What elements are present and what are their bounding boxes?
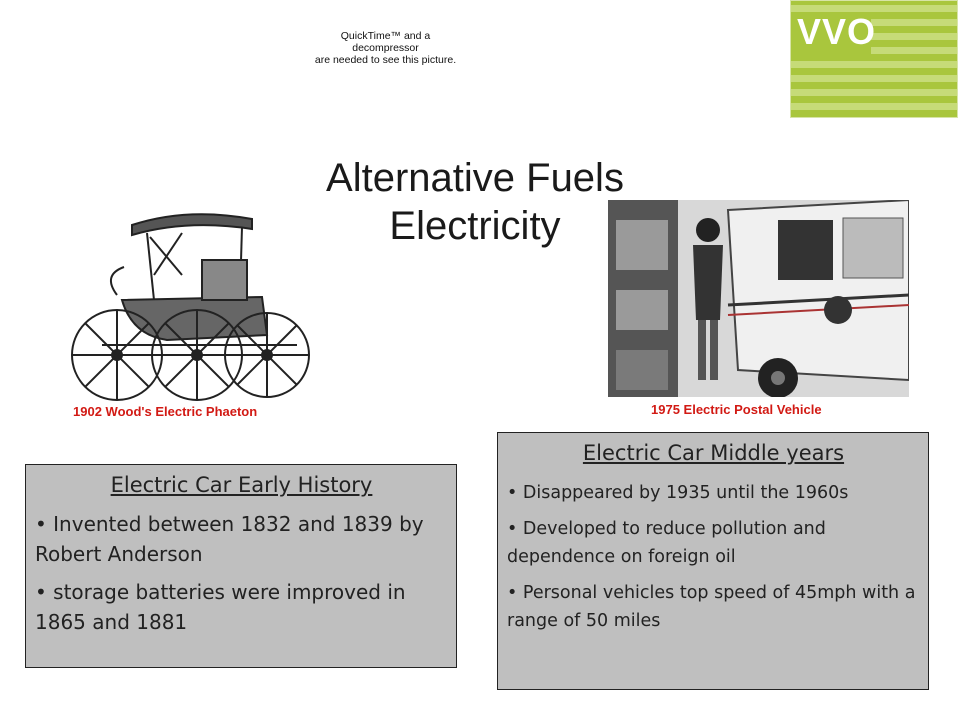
early-history-bullet: • Invented between 1832 and 1839 by Robert Anderson bbox=[35, 512, 424, 566]
middle-years-bullet: • Personal vehicles top speed of 45mph with a range of 50 miles bbox=[507, 583, 916, 631]
vvo-logo bbox=[790, 0, 958, 118]
middle-years-heading: Electric Car Middle years bbox=[582, 441, 845, 465]
middle-years-bullet: • Developed to reduce pollution and dependence on foreign oil bbox=[507, 519, 826, 567]
middle-years-box bbox=[497, 432, 929, 690]
early-history-box bbox=[25, 464, 457, 668]
early-history-bullet: • storage batteries were improved in 1865 and 1881 bbox=[35, 580, 406, 634]
quicktime-notice bbox=[298, 30, 473, 66]
quicktime-notice-line: QuickTime™ and a bbox=[340, 30, 431, 42]
title-line: Alternative Fuels bbox=[326, 156, 624, 200]
title-line: Electricity bbox=[389, 204, 561, 248]
quicktime-notice-line: are needed to see this picture. bbox=[314, 54, 457, 66]
logo-text: VVO bbox=[797, 11, 877, 52]
quicktime-notice-line: decompressor bbox=[352, 42, 419, 54]
postal-vehicle-caption: 1975 Electric Postal Vehicle bbox=[651, 402, 822, 417]
electric-phaeton-image bbox=[62, 205, 317, 405]
early-history-heading: Electric Car Early History bbox=[110, 473, 373, 497]
phaeton-caption: 1902 Wood's Electric Phaeton bbox=[73, 404, 258, 419]
middle-years-bullet: • Disappeared by 1935 until the 1960s bbox=[507, 483, 849, 503]
electric-postal-vehicle-image bbox=[608, 200, 909, 397]
